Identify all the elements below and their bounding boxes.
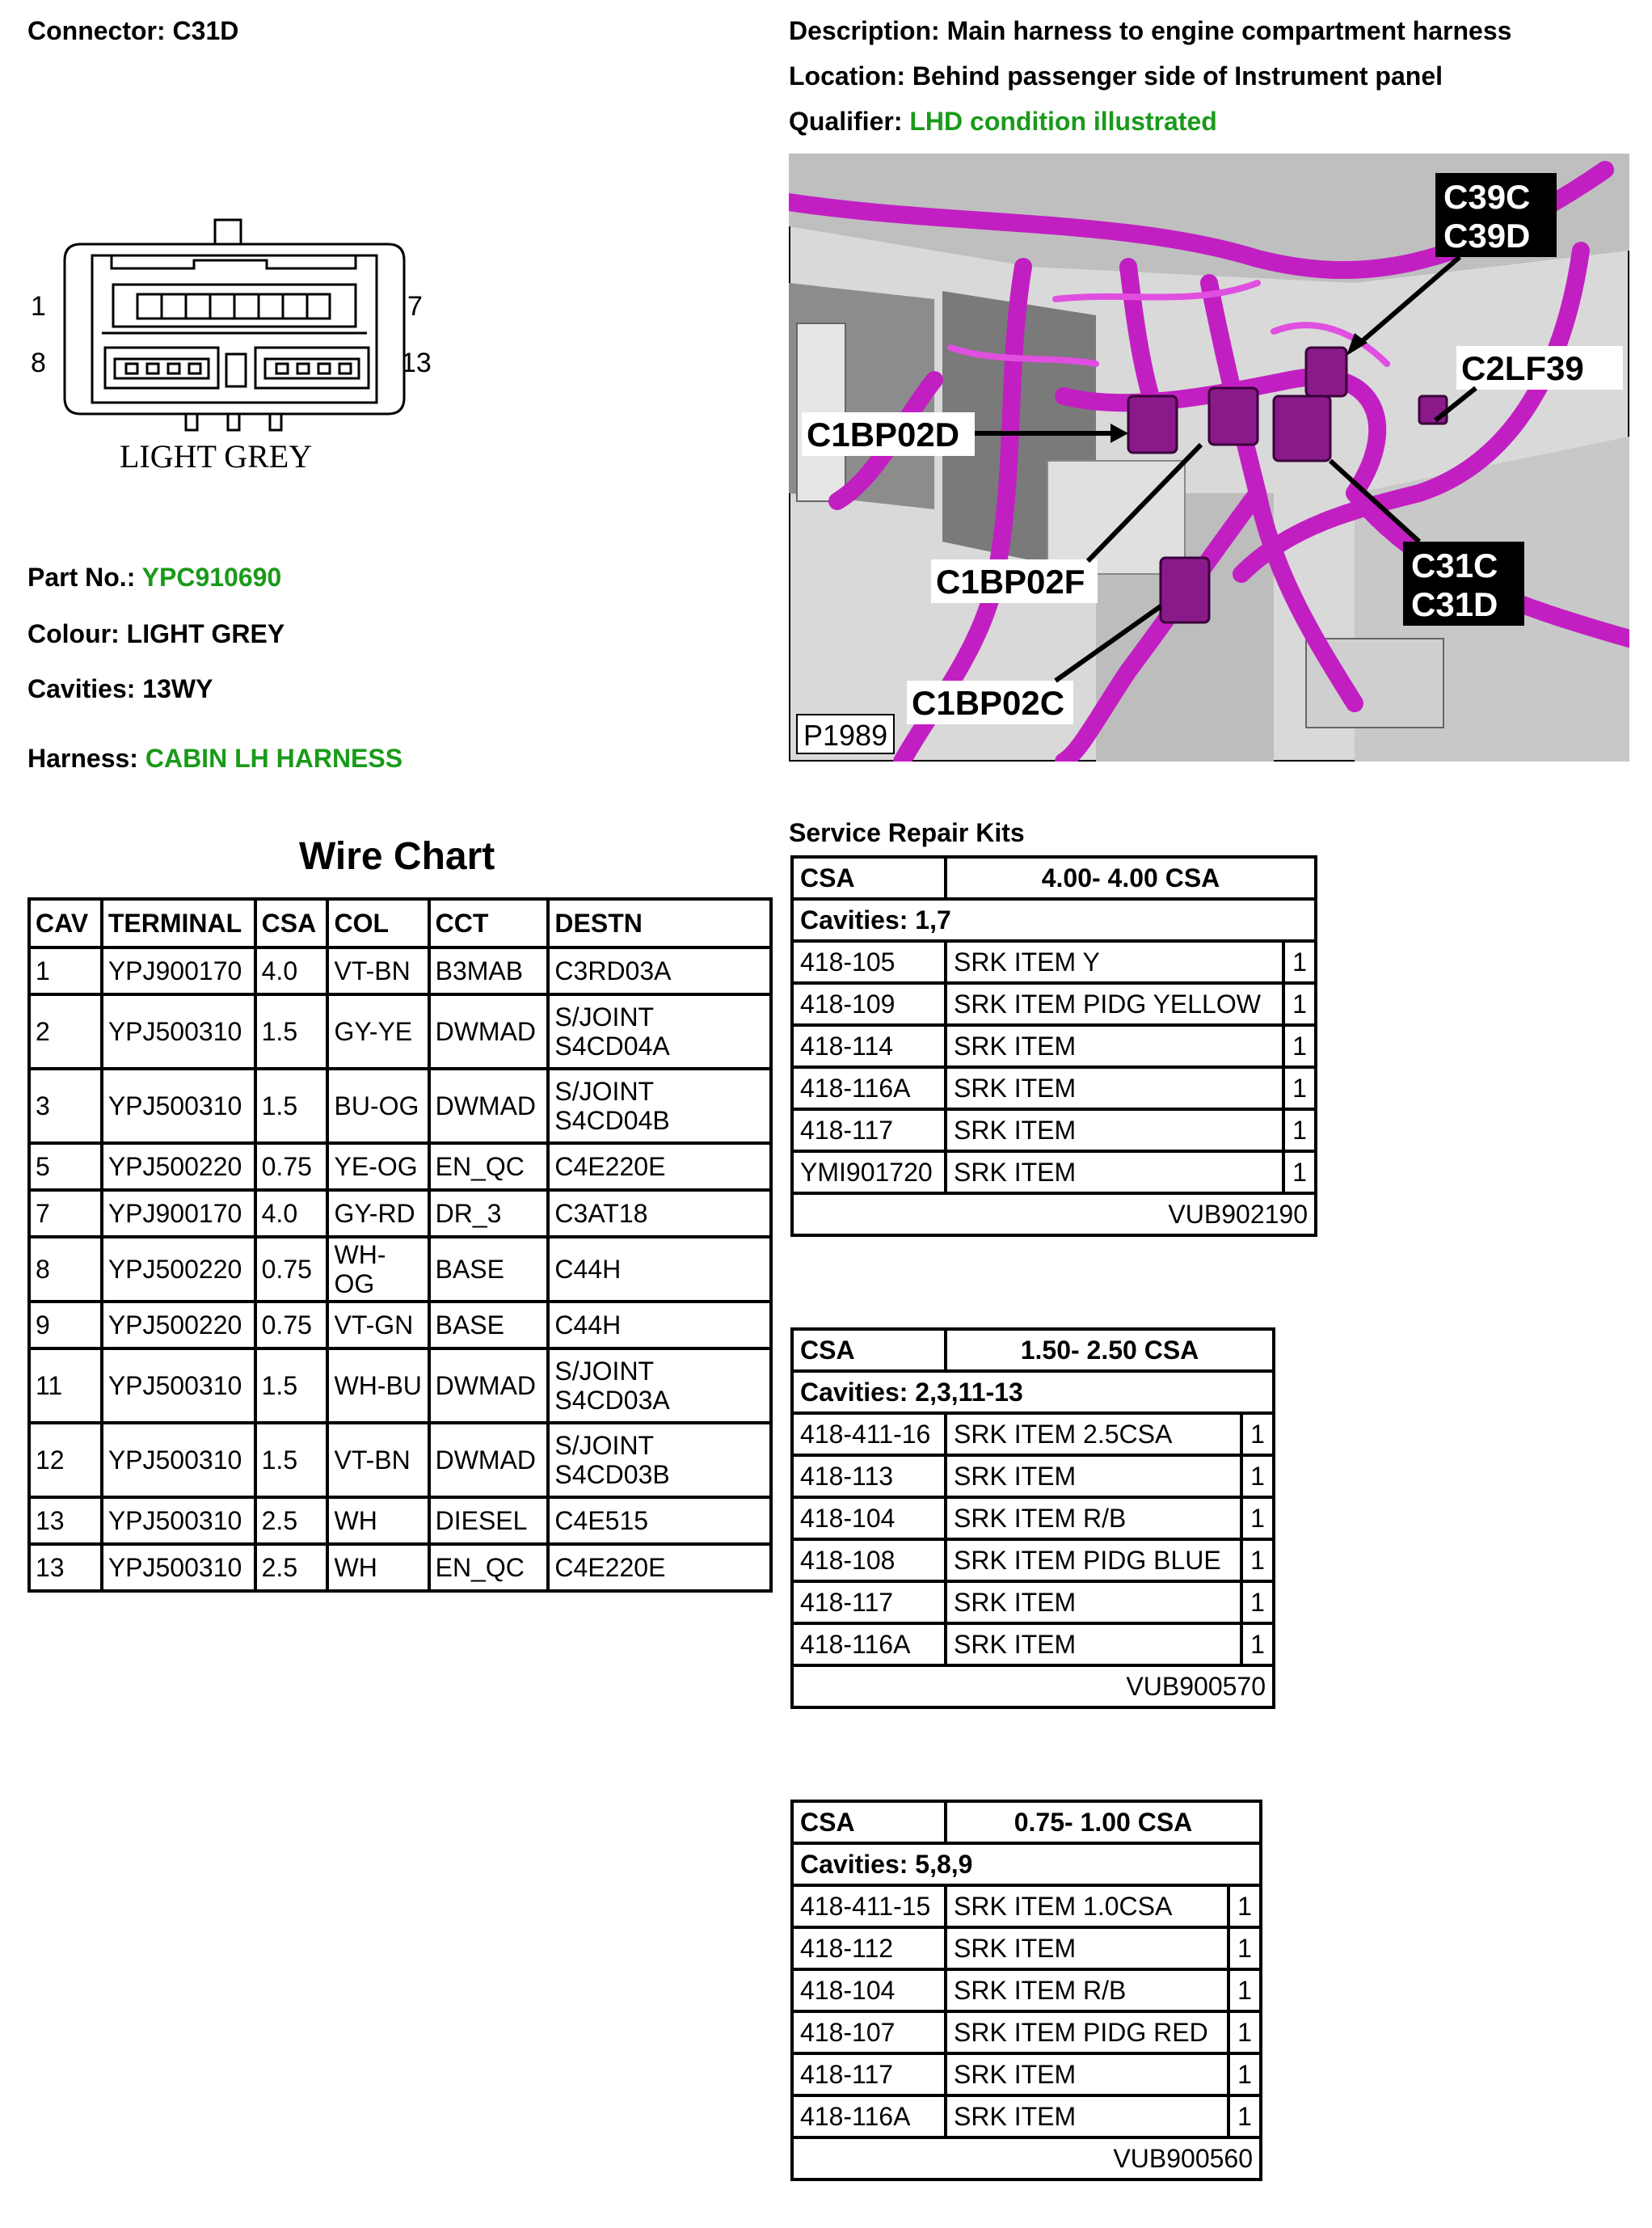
wire-cell-cav: 8 — [29, 1237, 102, 1302]
srk-item-desc: SRK ITEM R/B — [946, 1969, 1228, 2011]
srk-item-desc: SRK ITEM — [946, 1151, 1283, 1193]
srk-table — [790, 855, 1317, 1237]
connector-colour-text: LIGHT GREY — [120, 438, 313, 475]
wire-cell-cav: 12 — [29, 1423, 102, 1497]
srk-item-row — [792, 1151, 1316, 1193]
wire-chart-header-row — [29, 899, 771, 947]
wire-cell-col: YE-OG — [327, 1143, 428, 1190]
srk-item-qty: 1 — [1228, 1927, 1261, 1969]
wire-cell-cav: 3 — [29, 1069, 102, 1143]
srk-item-row — [792, 1025, 1316, 1067]
srk-kit-row — [792, 1193, 1316, 1235]
wire-row — [29, 1302, 771, 1348]
wire-cell-destn: C4E515 — [548, 1497, 771, 1544]
wire-cell-terminal: YPJ500310 — [102, 994, 255, 1069]
srk-cavities: Cavities: 2,3,11-13 — [792, 1371, 1274, 1413]
srk-cavities: Cavities: 1,7 — [792, 899, 1316, 941]
cavities-label: Cavities: — [27, 674, 136, 703]
srk-item-row — [792, 2053, 1261, 2095]
callout-c1bp02c: C1BP02C — [912, 684, 1065, 722]
srk-item-part: 418-116A — [792, 1067, 946, 1109]
srk-table — [790, 1800, 1262, 2181]
part-no-value: YPC910690 — [141, 563, 282, 592]
description-line — [789, 16, 1511, 46]
harness-value: CABIN LH HARNESS — [145, 744, 403, 773]
srk-item-row — [792, 941, 1316, 983]
srk-item-qty: 1 — [1241, 1623, 1274, 1665]
srk-item-part: 418-104 — [792, 1497, 946, 1539]
qualifier-line — [789, 107, 1217, 137]
wire-cell-cav: 13 — [29, 1544, 102, 1591]
srk-title: Service Repair Kits — [789, 818, 1025, 847]
wire-row — [29, 1348, 771, 1423]
srk-item-desc: SRK ITEM — [946, 2095, 1228, 2137]
srk-item-qty: 1 — [1228, 2011, 1261, 2053]
srk-item-row — [792, 1539, 1274, 1581]
srk-item-row — [792, 1581, 1274, 1623]
wire-cell-csa: 4.0 — [255, 1190, 328, 1237]
callout-c2lf39: C2LF39 — [1461, 349, 1584, 387]
srk-item-row — [792, 2095, 1261, 2137]
srk-item-part: 418-113 — [792, 1455, 946, 1497]
wire-cell-col: BU-OG — [327, 1069, 428, 1143]
cavities-line — [27, 674, 213, 704]
srk-header-row — [792, 1329, 1274, 1371]
srk-item-desc: SRK ITEM — [946, 1109, 1283, 1151]
wire-cell-cav: 7 — [29, 1190, 102, 1237]
srk-cavities-row — [792, 1843, 1261, 1885]
srk-item-row — [792, 1969, 1261, 2011]
callout-c1bp02f: C1BP02F — [936, 563, 1085, 601]
colour-value: LIGHT GREY — [126, 619, 285, 648]
harness-label: Harness: — [27, 744, 138, 773]
wire-cell-csa: 1.5 — [255, 994, 328, 1069]
wire-cell-destn: S/JOINT S4CD04B — [548, 1069, 771, 1143]
wire-cell-destn: S/JOINT S4CD04A — [548, 994, 771, 1069]
wire-cell-cct: DWMAD — [429, 1069, 549, 1143]
wire-cell-cct: BASE — [429, 1237, 549, 1302]
srk-item-desc: SRK ITEM — [946, 2053, 1228, 2095]
srk-item-desc: SRK ITEM PIDG RED — [946, 2011, 1228, 2053]
wire-cell-destn: C3AT18 — [548, 1190, 771, 1237]
connector-value: C31D — [172, 16, 239, 45]
srk-item-part: 418-105 — [792, 941, 946, 983]
wire-cell-col: WH — [327, 1544, 428, 1591]
srk-item-qty: 1 — [1283, 983, 1316, 1025]
callout-c39d: C39D — [1443, 217, 1531, 255]
srk-item-qty: 1 — [1241, 1581, 1274, 1623]
srk-item-part: 418-114 — [792, 1025, 946, 1067]
srk-item-part: 418-109 — [792, 983, 946, 1025]
wire-cell-terminal: YPJ500310 — [102, 1544, 255, 1591]
srk-kit-number: VUB902190 — [792, 1193, 1316, 1235]
wire-row — [29, 1190, 771, 1237]
wire-row — [29, 1423, 771, 1497]
srk-item-qty: 1 — [1283, 1025, 1316, 1067]
srk-item-row — [792, 1497, 1274, 1539]
srk-item-qty: 1 — [1241, 1455, 1274, 1497]
callout-c39c: C39C — [1443, 178, 1531, 216]
srk-item-part: 418-112 — [792, 1927, 946, 1969]
wire-cell-col: WH — [327, 1497, 428, 1544]
srk-kit-number: VUB900560 — [792, 2137, 1261, 2179]
srk-item-qty: 1 — [1283, 1109, 1316, 1151]
srk-item-part: 418-116A — [792, 2095, 946, 2137]
wire-cell-destn: C44H — [548, 1302, 771, 1348]
srk-item-part: 418-104 — [792, 1969, 946, 2011]
wire-row — [29, 1497, 771, 1544]
wire-cell-cav: 9 — [29, 1302, 102, 1348]
srk-kit-row — [792, 1665, 1274, 1707]
wire-cell-col: VT-BN — [327, 947, 428, 994]
srk-item-qty: 1 — [1241, 1497, 1274, 1539]
pin-label-8: 8 — [31, 348, 46, 378]
wire-cell-terminal: YPJ500310 — [102, 1348, 255, 1423]
wire-cell-col: VT-BN — [327, 1423, 428, 1497]
srk-item-part: 418-117 — [792, 2053, 946, 2095]
wire-cell-csa: 4.0 — [255, 947, 328, 994]
description-label: Description: — [789, 16, 940, 45]
wire-row — [29, 947, 771, 994]
wire-cell-cct: DR_3 — [429, 1190, 549, 1237]
wire-cell-destn: S/JOINT S4CD03A — [548, 1348, 771, 1423]
wire-cell-destn: C3RD03A — [548, 947, 771, 994]
wire-cell-destn: C4E220E — [548, 1544, 771, 1591]
colour-label: Colour: — [27, 619, 120, 648]
wire-cell-cav: 5 — [29, 1143, 102, 1190]
srk-item-desc: SRK ITEM PIDG YELLOW — [946, 983, 1283, 1025]
part-no-line — [27, 563, 281, 593]
srk-item-row — [792, 1927, 1261, 1969]
col-header-col: COL — [327, 899, 428, 947]
srk-item-desc: SRK ITEM — [946, 1623, 1241, 1665]
srk-csa-range: 1.50- 2.50 CSA — [946, 1329, 1274, 1371]
srk-item-row — [792, 1067, 1316, 1109]
wire-cell-csa: 1.5 — [255, 1423, 328, 1497]
wire-row — [29, 994, 771, 1069]
srk-item-part: YMI901720 — [792, 1151, 946, 1193]
location-value: Behind passenger side of Instrument panel — [912, 61, 1443, 91]
srk-cavities: Cavities: 5,8,9 — [792, 1843, 1261, 1885]
wire-cell-col: GY-RD — [327, 1190, 428, 1237]
wire-cell-cct: DIESEL — [429, 1497, 549, 1544]
srk-item-qty: 1 — [1283, 1067, 1316, 1109]
wire-cell-col: WH-OG — [327, 1237, 428, 1302]
wire-cell-csa: 1.5 — [255, 1069, 328, 1143]
srk-kit-number: VUB900570 — [792, 1665, 1274, 1707]
cavities-value: 13WY — [142, 674, 213, 703]
pin-label-7: 7 — [407, 291, 423, 322]
wire-cell-cav: 1 — [29, 947, 102, 994]
srk-item-desc: SRK ITEM — [946, 1927, 1228, 1969]
srk-csa-range: 0.75- 1.00 CSA — [946, 1801, 1261, 1843]
wire-cell-csa: 2.5 — [255, 1497, 328, 1544]
srk-item-row — [792, 1885, 1261, 1927]
srk-kit-row — [792, 2137, 1261, 2179]
srk-item-qty: 1 — [1228, 2053, 1261, 2095]
callout-c31d: C31D — [1411, 585, 1498, 623]
wire-cell-csa: 0.75 — [255, 1237, 328, 1302]
part-no-label: Part No.: — [27, 563, 136, 592]
wire-row — [29, 1143, 771, 1190]
srk-item-part: 418-108 — [792, 1539, 946, 1581]
srk-item-part: 418-411-16 — [792, 1413, 946, 1455]
wire-cell-col: WH-BU — [327, 1348, 428, 1423]
wire-cell-terminal: YPJ500310 — [102, 1069, 255, 1143]
srk-item-desc: SRK ITEM 2.5CSA — [946, 1413, 1241, 1455]
wire-cell-cct: BASE — [429, 1302, 549, 1348]
description-value: Main harness to engine compartment harness — [946, 16, 1512, 45]
srk-item-desc: SRK ITEM — [946, 1581, 1241, 1623]
srk-item-qty: 1 — [1283, 1151, 1316, 1193]
wire-cell-cct: B3MAB — [429, 947, 549, 994]
wire-cell-csa: 0.75 — [255, 1302, 328, 1348]
harness-line — [27, 744, 402, 774]
colour-line — [27, 619, 284, 649]
srk-csa-label: CSA — [792, 857, 946, 899]
srk-item-part: 418-117 — [792, 1109, 946, 1151]
wire-cell-terminal: YPJ500220 — [102, 1143, 255, 1190]
srk-item-row — [792, 1623, 1274, 1665]
callout-c31c: C31C — [1411, 546, 1498, 584]
srk-cavities-row — [792, 1371, 1274, 1413]
srk-csa-label: CSA — [792, 1329, 946, 1371]
wire-cell-terminal: YPJ500220 — [102, 1302, 255, 1348]
srk-item-row — [792, 1413, 1274, 1455]
wire-cell-col: VT-GN — [327, 1302, 428, 1348]
srk-header-row — [792, 857, 1316, 899]
srk-item-part: 418-107 — [792, 2011, 946, 2053]
col-header-csa: CSA — [255, 899, 328, 947]
wire-cell-csa: 1.5 — [255, 1348, 328, 1423]
srk-item-desc: SRK ITEM — [946, 1455, 1241, 1497]
wire-cell-cav: 2 — [29, 994, 102, 1069]
srk-csa-range: 4.00- 4.00 CSA — [946, 857, 1316, 899]
srk-item-row — [792, 1455, 1274, 1497]
photo-ref: P1989 — [803, 719, 888, 752]
pin-label-13: 13 — [401, 348, 432, 378]
srk-table — [790, 1327, 1275, 1709]
srk-csa-label: CSA — [792, 1801, 946, 1843]
connector-face-diagram — [24, 210, 445, 485]
wire-cell-terminal: YPJ500310 — [102, 1423, 255, 1497]
wire-cell-terminal: YPJ900170 — [102, 1190, 255, 1237]
srk-item-qty: 1 — [1283, 941, 1316, 983]
srk-item-desc: SRK ITEM Y — [946, 941, 1283, 983]
qualifier-label: Qualifier: — [789, 107, 903, 136]
wire-cell-cav: 11 — [29, 1348, 102, 1423]
srk-item-row — [792, 983, 1316, 1025]
location-label: Location: — [789, 61, 905, 91]
srk-item-qty: 1 — [1228, 2095, 1261, 2137]
srk-item-part: 418-411-15 — [792, 1885, 946, 1927]
wire-cell-col: GY-YE — [327, 994, 428, 1069]
wire-cell-cav: 13 — [29, 1497, 102, 1544]
location-photo — [789, 154, 1629, 762]
col-header-destn: DESTN — [548, 899, 771, 947]
srk-item-part: 418-116A — [792, 1623, 946, 1665]
srk-cavities-row — [792, 899, 1316, 941]
srk-item-desc: SRK ITEM — [946, 1025, 1283, 1067]
connector-label: Connector: — [27, 16, 166, 45]
wire-row — [29, 1237, 771, 1302]
wire-row — [29, 1069, 771, 1143]
wire-cell-destn: C44H — [548, 1237, 771, 1302]
srk-item-qty: 1 — [1241, 1539, 1274, 1581]
wire-cell-cct: EN_QC — [429, 1544, 549, 1591]
wire-row — [29, 1544, 771, 1591]
location-line — [789, 61, 1443, 91]
srk-item-row — [792, 1109, 1316, 1151]
srk-item-desc: SRK ITEM — [946, 1067, 1283, 1109]
wire-cell-cct: DWMAD — [429, 1423, 549, 1497]
wire-cell-destn: S/JOINT S4CD03B — [548, 1423, 771, 1497]
pin-label-1: 1 — [31, 291, 46, 322]
srk-item-desc: SRK ITEM 1.0CSA — [946, 1885, 1228, 1927]
srk-header-row — [792, 1801, 1261, 1843]
wire-chart-table — [27, 897, 773, 1593]
connector-line — [27, 16, 238, 46]
wire-cell-cct: DWMAD — [429, 994, 549, 1069]
srk-item-desc: SRK ITEM R/B — [946, 1497, 1241, 1539]
srk-item-desc: SRK ITEM PIDG BLUE — [946, 1539, 1241, 1581]
callout-c1bp02d: C1BP02D — [807, 416, 960, 454]
wire-cell-csa: 2.5 — [255, 1544, 328, 1591]
srk-item-qty: 1 — [1228, 1969, 1261, 2011]
wire-cell-destn: C4E220E — [548, 1143, 771, 1190]
col-header-terminal: TERMINAL — [102, 899, 255, 947]
wire-cell-csa: 0.75 — [255, 1143, 328, 1190]
qualifier-value: LHD condition illustrated — [909, 107, 1217, 136]
wire-cell-terminal: YPJ500220 — [102, 1237, 255, 1302]
wire-cell-terminal: YPJ900170 — [102, 947, 255, 994]
col-header-cav: CAV — [29, 899, 102, 947]
wire-cell-terminal: YPJ500310 — [102, 1497, 255, 1544]
col-header-cct: CCT — [429, 899, 549, 947]
wire-cell-cct: EN_QC — [429, 1143, 549, 1190]
srk-item-row — [792, 2011, 1261, 2053]
wire-chart-body — [29, 947, 771, 1591]
wire-chart-title: Wire Chart — [299, 835, 495, 878]
wire-cell-cct: DWMAD — [429, 1348, 549, 1423]
srk-item-part: 418-117 — [792, 1581, 946, 1623]
srk-item-qty: 1 — [1228, 1885, 1261, 1927]
srk-item-qty: 1 — [1241, 1413, 1274, 1455]
